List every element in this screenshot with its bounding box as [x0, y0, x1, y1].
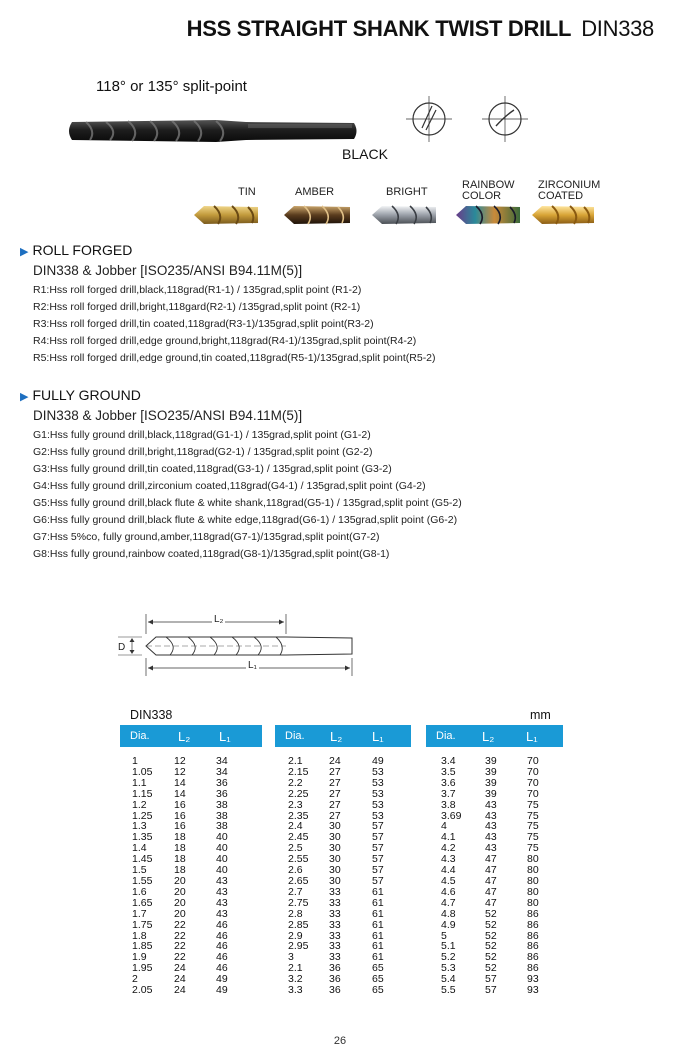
table-cell: 57 [372, 842, 384, 855]
table-cell: 39 [485, 787, 497, 800]
table-cell: 27 [329, 787, 341, 800]
table-cell: 16 [174, 820, 186, 833]
table-cell: 4.6 [441, 885, 456, 898]
table-cell: 47 [485, 874, 497, 887]
table-cell: 70 [527, 787, 539, 800]
table-cell: 5 [441, 929, 447, 942]
table-cell: 47 [485, 885, 497, 898]
table-cell: 70 [527, 755, 539, 767]
table-cell: 86 [527, 962, 539, 975]
table-cell: 2.05 [132, 984, 153, 997]
coating-label-tin: TIN [238, 186, 256, 198]
table-cell: 46 [216, 940, 228, 953]
table-cell: 80 [527, 885, 539, 898]
table-cell: 4.8 [441, 907, 456, 920]
table-cell: 86 [527, 907, 539, 920]
table-cell: 22 [174, 951, 186, 964]
table-header: Dia. L₂ L₁ [275, 725, 411, 747]
table-cell: 33 [329, 896, 341, 909]
table-cell: 4.4 [441, 864, 456, 877]
table-cell: 75 [527, 842, 539, 855]
table-column-l1 [216, 756, 228, 996]
table-cell: 34 [216, 765, 228, 778]
table-cell: 47 [485, 864, 497, 877]
split-point-section-icon [404, 94, 454, 144]
table-cell: 4.9 [441, 918, 456, 931]
coating-label-amber: AMBER [295, 186, 335, 198]
amber-drill-tip [284, 206, 350, 224]
table-cell: 27 [329, 776, 341, 789]
table-cell: 33 [329, 929, 341, 942]
table-cell: 16 [174, 809, 186, 822]
list-item: G7:Hss 5%co, fully ground,amber,118grad(G7-1)/135grad,split point(G7-2) [33, 531, 380, 543]
table-cell: 20 [174, 874, 186, 887]
table-cell: 1.25 [132, 809, 153, 822]
table-cell: 38 [216, 798, 228, 811]
table-cell: 2.25 [288, 787, 309, 800]
table-cell: 61 [372, 940, 384, 953]
table-cell: 4.3 [441, 853, 456, 866]
table-cell: 43 [485, 842, 497, 855]
standard-point-section-icon [480, 94, 530, 144]
table-cell: 1.55 [132, 874, 153, 887]
table-cell: 2.7 [288, 885, 303, 898]
table-cell: 1.9 [132, 951, 147, 964]
table-column-dia [441, 756, 461, 996]
table-cell: 36 [216, 776, 228, 789]
table-cell: 46 [216, 951, 228, 964]
table-cell: 30 [329, 874, 341, 887]
page-title [0, 16, 654, 42]
table-cell: 2.45 [288, 831, 309, 844]
table-cell: 52 [485, 929, 497, 942]
list-item: G4:Hss fully ground drill,zirconium coated,118grad(G4-1) / 135grad,split point (G4-2) [33, 480, 426, 492]
coating-label-bright: BRIGHT [386, 186, 428, 198]
list-item: G3:Hss fully ground drill,tin coated,118grad(G3-1) / 135grad,split point (G3-2) [33, 463, 392, 475]
table-cell: 1.6 [132, 885, 147, 898]
table-cell: 33 [329, 940, 341, 953]
table-cell: 5.1 [441, 940, 456, 953]
table-column-l1 [527, 756, 539, 996]
section-heading-roll-forged: ▶ ROLL FORGED [20, 242, 133, 258]
table-cell: 20 [174, 896, 186, 909]
table-cell: 52 [485, 918, 497, 931]
table-cell: 61 [372, 907, 384, 920]
table-cell: 30 [329, 842, 341, 855]
table-cell: 61 [372, 951, 384, 964]
table-cell: 2.6 [288, 864, 303, 877]
table-cell: 2.4 [288, 820, 303, 833]
table-cell: 86 [527, 929, 539, 942]
table-cell: 18 [174, 864, 186, 877]
table-cell: 40 [216, 864, 228, 877]
table-unit: mm [530, 708, 551, 722]
table-cell: 33 [329, 951, 341, 964]
table-cell: 53 [372, 798, 384, 811]
table-cell: 80 [527, 864, 539, 877]
table-cell: 93 [527, 984, 539, 997]
table-cell: 75 [527, 809, 539, 822]
table-cell: 53 [372, 787, 384, 800]
table-cell: 40 [216, 842, 228, 855]
table-column-dia [132, 756, 152, 996]
list-item: R2:Hss roll forged drill,bright,118gard(R2-1) /135grad,split point (R2-1) [33, 301, 361, 313]
table-cell: 61 [372, 885, 384, 898]
bullet-triangle-icon: ▶ [20, 246, 29, 258]
bright-drill-tip [372, 206, 436, 224]
table-cell: 57 [372, 820, 384, 833]
table-cell: 86 [527, 918, 539, 931]
table-cell: 33 [329, 907, 341, 920]
table-cell: 57 [485, 973, 497, 986]
table-cell: 39 [485, 765, 497, 778]
table-cell: 5.3 [441, 962, 456, 975]
table-cell: 2.2 [288, 776, 303, 789]
table-cell: 46 [216, 929, 228, 942]
table-cell: 75 [527, 831, 539, 844]
table-cell: 93 [527, 973, 539, 986]
table-cell: 47 [485, 853, 497, 866]
table-cell: 53 [372, 776, 384, 789]
table-cell: 22 [174, 940, 186, 953]
bullet-triangle-icon: ▶ [20, 391, 29, 403]
table-cell: 4.7 [441, 896, 456, 909]
table-cell: 3.4 [441, 755, 456, 767]
table-cell: 75 [527, 820, 539, 833]
table-cell: 20 [174, 907, 186, 920]
finish-label: BLACK [342, 146, 388, 162]
table-cell: 27 [329, 809, 341, 822]
table-cell: 70 [527, 765, 539, 778]
tin-drill-tip [194, 206, 258, 224]
table-cell: 80 [527, 874, 539, 887]
table-cell: 43 [216, 885, 228, 898]
table-cell: 38 [216, 809, 228, 822]
table-cell: 1.75 [132, 918, 153, 931]
table-cell: 3.8 [441, 798, 456, 811]
table-cell: 2.95 [288, 940, 309, 953]
table-cell: 3.2 [288, 973, 303, 986]
table-cell: 18 [174, 842, 186, 855]
table-cell: 3.5 [441, 765, 456, 778]
table-cell: 27 [329, 765, 341, 778]
table-cell: 18 [174, 853, 186, 866]
table-column-l1 [372, 756, 384, 996]
title-standard: DIN338 [581, 16, 654, 41]
dim-label-l1: L₁ [248, 660, 257, 671]
table-column-l2 [485, 756, 497, 996]
rainbow-drill-tip [456, 206, 520, 224]
dim-label-l2: L₂ [214, 614, 224, 625]
table-cell: 2.9 [288, 929, 303, 942]
table-cell: 52 [485, 962, 497, 975]
table-header: Dia. L₂ L₁ [426, 725, 563, 747]
table-cell: 22 [174, 929, 186, 942]
table-cell: 4 [441, 820, 447, 833]
table-column-l2 [174, 756, 186, 996]
table-cell: 43 [216, 907, 228, 920]
table-cell: 1.4 [132, 842, 147, 855]
table-cell: 2.85 [288, 918, 309, 931]
list-item: R1:Hss roll forged drill,black,118grad(R1-1) / 135grad,split point (R1-2) [33, 284, 362, 296]
table-cell: 1.65 [132, 896, 153, 909]
table-cell: 1.45 [132, 853, 153, 866]
table-cell: 75 [527, 798, 539, 811]
table-cell: 14 [174, 776, 186, 789]
table-cell: 30 [329, 820, 341, 833]
table-cell: 20 [174, 885, 186, 898]
page-number: 26 [333, 1035, 347, 1047]
zirconium-drill-tip [532, 206, 594, 224]
table-cell: 43 [216, 896, 228, 909]
table-cell: 1.5 [132, 864, 147, 877]
table-cell: 2.75 [288, 896, 309, 909]
table-cell: 53 [372, 765, 384, 778]
roll-forged-list [33, 282, 436, 367]
table-cell: 12 [174, 755, 186, 767]
table-cell: 53 [372, 809, 384, 822]
table-cell: 65 [372, 984, 384, 997]
table-cell: 1.8 [132, 929, 147, 942]
table-cell: 36 [329, 962, 341, 975]
table-cell: 1.05 [132, 765, 153, 778]
table-cell: 38 [216, 820, 228, 833]
black-drill-image [66, 112, 362, 150]
table-cell: 47 [485, 896, 497, 909]
list-item: G6:Hss fully ground drill,black flute & white edge,118grad(G6-1) / 135grad,split point (G6-2) [33, 514, 458, 526]
list-item: R3:Hss roll forged drill,tin coated,118grad(R3-1)/135grad,split point(R3-2) [33, 318, 374, 330]
coating-label-rainbow: RAINBOW COLOR [462, 179, 515, 202]
table-cell: 3.7 [441, 787, 456, 800]
table-cell: 2.1 [288, 962, 303, 975]
table-cell: 39 [485, 776, 497, 789]
table-cell: 14 [174, 787, 186, 800]
table-cell: 2.65 [288, 874, 309, 887]
table-cell: 52 [485, 907, 497, 920]
table-cell: 86 [527, 951, 539, 964]
table-cell: 36 [216, 787, 228, 800]
table-cell: 2.15 [288, 765, 309, 778]
list-item: G1:Hss fully ground drill,black,118grad(G1-1) / 135grad,split point (G1-2) [33, 429, 371, 441]
table-cell: 16 [174, 798, 186, 811]
table-cell: 43 [485, 820, 497, 833]
table-cell: 46 [216, 962, 228, 975]
table-header: Dia. L₂ L₁ [120, 725, 262, 747]
title-main: HSS STRAIGHT SHANK TWIST DRILL [186, 16, 572, 41]
list-item: R5:Hss roll forged drill,edge ground,tin coated,118grad(R5-1)/135grad,split point(R5-2) [33, 352, 436, 364]
table-cell: 2.8 [288, 907, 303, 920]
table-cell: 61 [372, 896, 384, 909]
table-cell: 57 [372, 874, 384, 887]
table-cell: 24 [329, 755, 341, 767]
table-cell: 3.3 [288, 984, 303, 997]
list-item: G5:Hss fully ground drill,black flute & white shank,118grad(G5-1) / 135grad,split point (G5-2) [33, 497, 462, 509]
table-cell: 34 [216, 755, 228, 767]
table-cell: 4.1 [441, 831, 456, 844]
table-cell: 80 [527, 896, 539, 909]
table-cell: 57 [372, 853, 384, 866]
table-cell: 1.85 [132, 940, 153, 953]
fully-ground-subtitle: DIN338 & Jobber [ISO235/ANSI B94.11M(5)] [33, 408, 303, 423]
table-cell: 3.69 [441, 809, 462, 822]
table-cell: 43 [485, 809, 497, 822]
table-cell: 46 [216, 918, 228, 931]
table-cell: 70 [527, 776, 539, 789]
list-item: R4:Hss roll forged drill,edge ground,bright,118grad(R4-1)/135grad,split point(R4-2) [33, 335, 417, 347]
table-cell: 2.55 [288, 853, 309, 866]
table-cell: 24 [174, 984, 186, 997]
table-cell: 24 [174, 973, 186, 986]
table-cell: 5.5 [441, 984, 456, 997]
drill-dimension-diagram [112, 612, 362, 680]
table-cell: 36 [329, 984, 341, 997]
table-cell: 52 [485, 951, 497, 964]
table-cell: 33 [329, 918, 341, 931]
table-cell: 2.5 [288, 842, 303, 855]
table-cell: 43 [216, 874, 228, 887]
table-cell: 24 [174, 962, 186, 975]
coating-drill-tips [192, 202, 596, 228]
table-cell: 36 [329, 973, 341, 986]
table-cell: 2.3 [288, 798, 303, 811]
dim-label-d: D [118, 642, 126, 653]
table-cell: 30 [329, 831, 341, 844]
roll-forged-subtitle: DIN338 & Jobber [ISO235/ANSI B94.11M(5)] [33, 263, 303, 278]
table-cell: 2.1 [288, 755, 303, 767]
table-cell: 39 [485, 755, 497, 767]
table-cell: 49 [216, 984, 228, 997]
coating-label-zirconium: ZIRCONIUM COATED [538, 179, 601, 202]
table-cell: 43 [485, 831, 497, 844]
section-heading-fully-ground: ▶ FULLY GROUND [20, 387, 141, 403]
table-cell: 1.2 [132, 798, 147, 811]
table-cell: 5.2 [441, 951, 456, 964]
table-cell: 1.15 [132, 787, 153, 800]
split-point-label: 118° or 135° split-point [96, 78, 247, 95]
table-cell: 1.35 [132, 831, 153, 844]
table-cell: 49 [372, 755, 384, 767]
table-cell: 65 [372, 962, 384, 975]
table-cell: 57 [372, 831, 384, 844]
table-cell: 27 [329, 798, 341, 811]
table-cell: 12 [174, 765, 186, 778]
table-cell: 5.4 [441, 973, 456, 986]
table-cell: 1.95 [132, 962, 153, 975]
table-cell: 40 [216, 831, 228, 844]
table-cell: 57 [485, 984, 497, 997]
table-cell: 30 [329, 853, 341, 866]
table-cell: 52 [485, 940, 497, 953]
table-cell: 80 [527, 853, 539, 866]
table-cell: 4.2 [441, 842, 456, 855]
table-cell: 65 [372, 973, 384, 986]
table-cell: 49 [216, 973, 228, 986]
list-item: G8:Hss fully ground,rainbow coated,118grad(G8-1)/135grad,split point(G8-1) [33, 548, 390, 560]
fully-ground-list [33, 427, 462, 563]
table-cell: 1 [132, 755, 138, 767]
table-title: DIN338 [130, 708, 173, 722]
table-cell: 30 [329, 864, 341, 877]
table-cell: 61 [372, 918, 384, 931]
table-column-l2 [329, 756, 341, 996]
table-cell: 3 [288, 951, 294, 964]
table-cell: 18 [174, 831, 186, 844]
list-item: G2:Hss fully ground drill,bright,118grad(G2-1) / 135grad,split point (G2-2) [33, 446, 373, 458]
table-cell: 1.1 [132, 776, 147, 789]
table-cell: 2.35 [288, 809, 309, 822]
table-cell: 4.5 [441, 874, 456, 887]
table-cell: 2 [132, 973, 138, 986]
table-cell: 61 [372, 929, 384, 942]
table-cell: 86 [527, 940, 539, 953]
table-cell: 1.3 [132, 820, 147, 833]
table-cell: 33 [329, 885, 341, 898]
table-cell: 1.7 [132, 907, 147, 920]
table-cell: 3.6 [441, 776, 456, 789]
table-column-dia [288, 756, 308, 996]
table-cell: 22 [174, 918, 186, 931]
table-cell: 40 [216, 853, 228, 866]
table-cell: 57 [372, 864, 384, 877]
table-cell: 43 [485, 798, 497, 811]
